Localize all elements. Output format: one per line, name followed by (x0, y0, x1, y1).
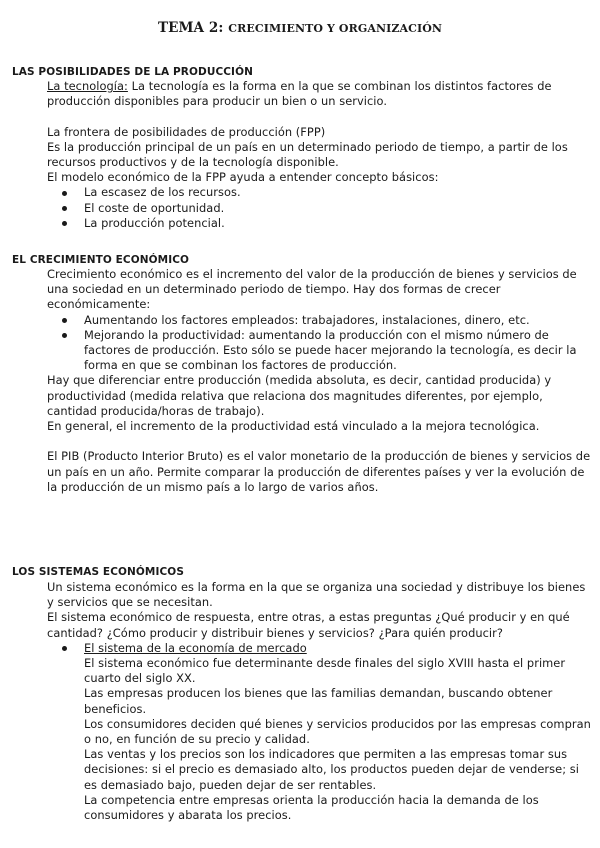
technology-text: La tecnología es la forma en la que se combinan los distintos factores de producción disponibles para producir un bien o un servicio. (47, 79, 552, 109)
growth-bullet-list (47, 313, 592, 374)
page-title (0, 20, 600, 36)
list-item: Aumentando los factores empleados: trabajadores, instalaciones, dinero, etc. (47, 313, 592, 328)
market-paragraph: Los consumidores deciden qué bienes y servicios producidos por las empresas compran o no, en función de su precio y calidad. (84, 716, 591, 747)
section-growth-body (47, 267, 592, 495)
systems-bullet-list (47, 641, 592, 656)
market-paragraph: Las empresas producen los bienes que las familias demandan, buscando obtener beneficios. (84, 686, 553, 716)
market-economy-details (47, 656, 592, 823)
list-item: El coste de oportunidad. (47, 201, 592, 216)
list-item (47, 641, 592, 656)
section-heading-systems: LOS SISTEMAS ECONÓMICOS (12, 566, 184, 578)
growth-intro: Crecimiento económico es el incremento del valor de la producción de bienes y servicios de una sociedad en un determinado periodo de tiempo. Hay dos formas de crecer económicamente: (47, 267, 577, 312)
technology-label: La tecnología: (47, 79, 128, 93)
systems-intro: Un sistema económico es la forma en la que se organiza una sociedad y distribuye los bienes y servicios que se necesitan. (47, 580, 586, 610)
list-item: La escasez de los recursos. (47, 185, 592, 200)
technology-paragraph (47, 79, 592, 109)
systems-questions: El sistema económico de respuesta, entre otras, a estas preguntas ¿Qué producir y en qué cantidad? ¿Cómo producir y distribuir bienes y servicios? ¿Para quién producir? (47, 610, 570, 640)
fpp-bullet-list (47, 185, 592, 231)
market-paragraph: El sistema económico fue determinante desde finales del siglo XVIII hasta el primer cuarto del siglo XX. (84, 656, 566, 686)
section-heading-growth: EL CRECIMIENTO ECONÓMICO (12, 254, 190, 266)
productivity-general: En general, el incremento de la productividad está vinculado a la mejora tecnológica. (47, 419, 540, 434)
fpp-title: La frontera de posibilidades de producción (FPP) (47, 124, 326, 139)
title-sub: CRECIMIENTO Y ORGANIZACIÓN (228, 22, 443, 35)
title-main: TEMA 2: (157, 20, 224, 36)
pib-paragraph: El PIB (Producto Interior Bruto) es el valor monetario de la producción de bienes y servicios de un país en un año. Permite comparar la producción de diferentes países y ver la evolución de la producción de un mismo país a lo largo de varios años. (47, 449, 591, 494)
list-item: La producción potencial. (47, 216, 592, 231)
section-heading-production: LAS POSIBILIDADES DE LA PRODUCCIÓN (12, 66, 253, 78)
market-economy-title: El sistema de la economía de mercado (84, 640, 307, 655)
fpp-model: El modelo económico de la FPP ayuda a entender concepto básicos: (47, 170, 439, 185)
section-production-body (47, 79, 592, 231)
production-vs-productivity: Hay que diferenciar entre producción (medida absoluta, es decir, cantidad producida) y productividad (medida relativa que relaciona dos magnitudes diferentes, por ejemplo, cantidad producida/horas de trabajo). (47, 373, 552, 418)
market-paragraph: La competencia entre empresas orienta la producción hacia la demanda de los consumidores y abarata los precios. (84, 792, 539, 823)
section-systems-body (47, 580, 592, 823)
list-item: Mejorando la productividad: aumentando la producción con el mismo número de factores de producción. Esto sólo se puede hacer mejorando la tecnología, es decir la forma en que se combinan los factores de producción. (47, 328, 592, 374)
market-paragraph: Las ventas y los precios son los indicadores que permiten a las empresas tomar sus decisiones: si el precio es demasiado alto, los productos pueden dejar de venderse; si es demasiado bajo, pueden dejar de ser rentables. (84, 747, 579, 792)
fpp-text: Es la producción principal de un país en un determinado periodo de tiempo, a partir de los recursos productivos y de la tecnología disponible. (47, 139, 568, 169)
